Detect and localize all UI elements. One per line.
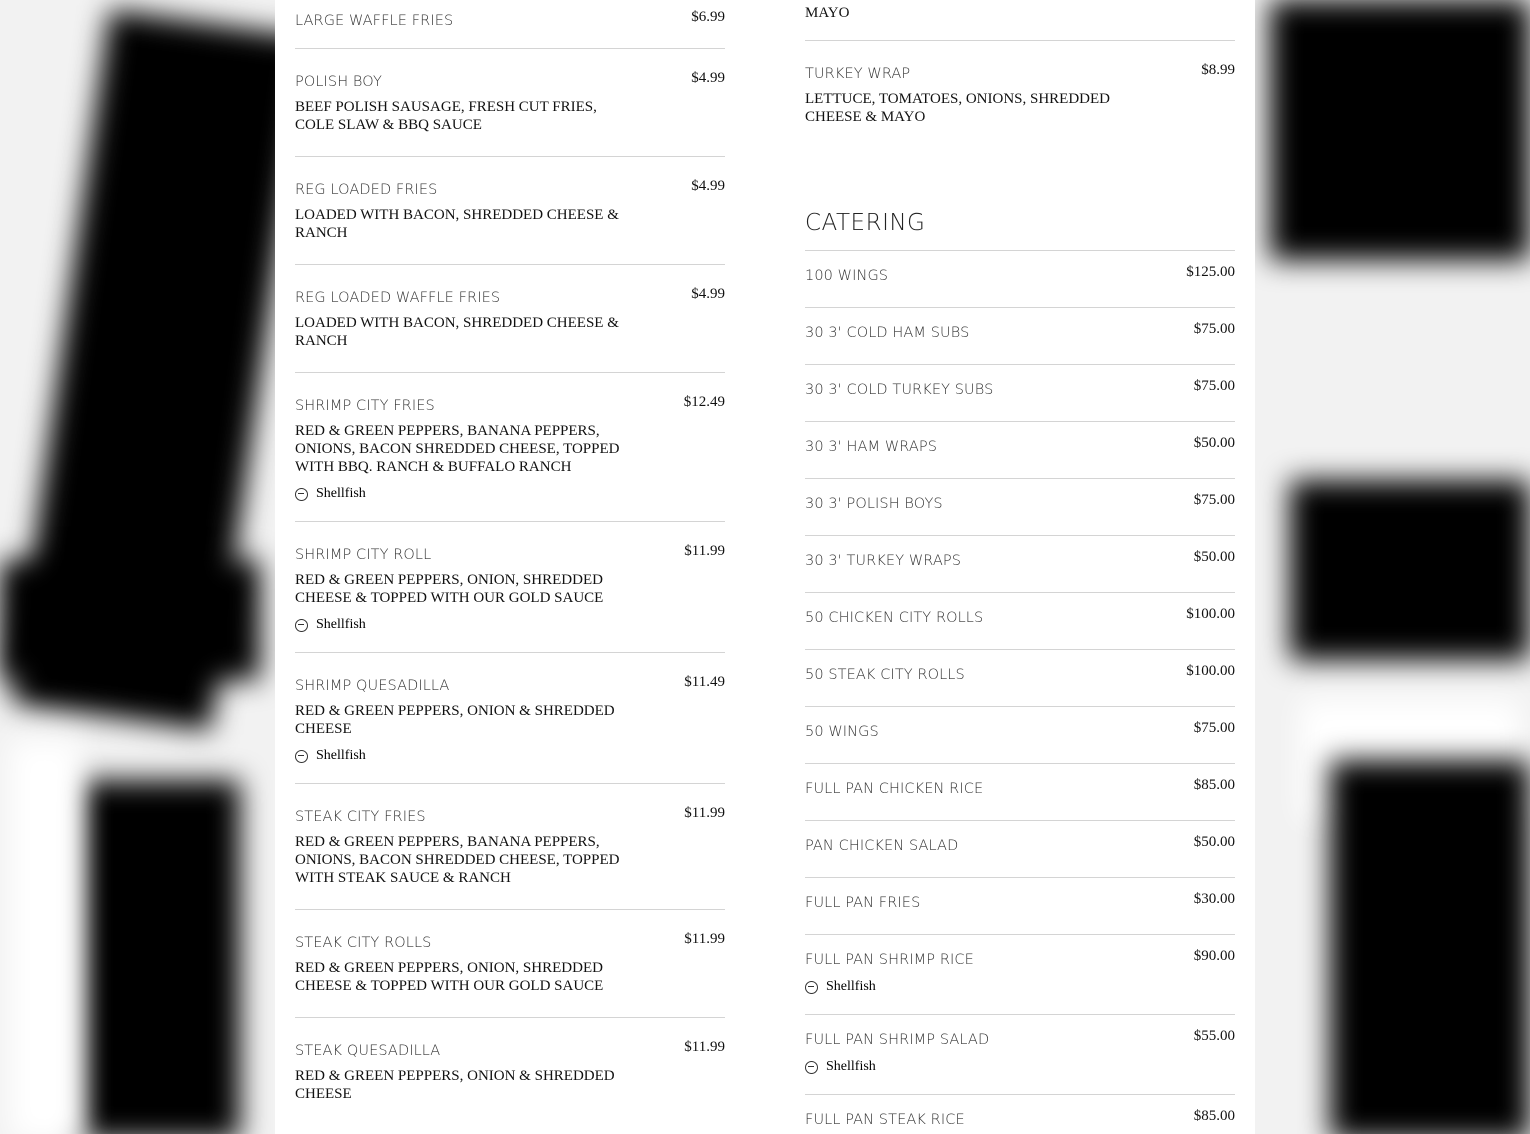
catering-item[interactable] bbox=[805, 935, 1235, 1015]
catering-item[interactable] bbox=[805, 308, 1235, 365]
item-price: $100.00 bbox=[1186, 606, 1235, 622]
item-name: FULL PAN SHRIMP RICE bbox=[805, 952, 974, 968]
item-name: 30 3' POLISH BOYS bbox=[805, 496, 943, 512]
item-description: LOADED WITH BACON, SHREDDED CHEESE & RANCH bbox=[295, 207, 619, 241]
menu-item[interactable] bbox=[295, 373, 725, 522]
item-price: $11.49 bbox=[684, 674, 725, 690]
allergen-tag bbox=[805, 978, 1235, 996]
menu-item[interactable] bbox=[295, 49, 725, 157]
item-name: TURKEY WRAP bbox=[805, 66, 911, 82]
item-price: $50.00 bbox=[1193, 834, 1235, 850]
item-name: 30 3' TURKEY WRAPS bbox=[805, 553, 962, 569]
item-price: $125.00 bbox=[1186, 264, 1235, 280]
catering-item[interactable] bbox=[805, 707, 1235, 764]
item-price: $11.99 bbox=[684, 805, 725, 821]
menu-item[interactable] bbox=[295, 265, 725, 373]
catering-item[interactable] bbox=[805, 251, 1235, 308]
item-price: $12.49 bbox=[683, 394, 725, 410]
catering-item[interactable] bbox=[805, 365, 1235, 422]
item-price: $6.99 bbox=[691, 9, 725, 25]
item-description: RED & GREEN PEPPERS, BANANA PEPPERS, ONIONS, BACON SHREDDED CHEESE, TOPPED WITH STEAK SAUCE & RANCH bbox=[295, 834, 620, 886]
allergen-label: Shellfish bbox=[826, 979, 876, 994]
catering-item[interactable] bbox=[805, 650, 1235, 707]
menu-item[interactable] bbox=[295, 1018, 725, 1125]
menu-item[interactable] bbox=[805, 41, 1235, 126]
item-name: 30 3' COLD HAM SUBS bbox=[805, 325, 970, 341]
shellfish-icon bbox=[295, 619, 308, 632]
menu-item[interactable] bbox=[295, 0, 725, 49]
item-price: $30.00 bbox=[1193, 891, 1235, 907]
allergen-tag bbox=[295, 616, 725, 634]
item-description: LOADED WITH BACON, SHREDDED CHEESE & RANCH bbox=[295, 315, 619, 349]
item-name: SHRIMP QUESADILLA bbox=[295, 678, 450, 694]
catering-item[interactable] bbox=[805, 479, 1235, 536]
menu-item[interactable] bbox=[295, 653, 725, 784]
item-name: SHRIMP CITY ROLL bbox=[295, 547, 432, 563]
item-price: $4.99 bbox=[691, 286, 725, 302]
menu-column-left bbox=[295, 0, 725, 1125]
allergen-tag bbox=[295, 747, 725, 765]
item-name: REG LOADED WAFFLE FRIES bbox=[295, 290, 501, 306]
item-name: FULL PAN STEAK RICE bbox=[805, 1112, 965, 1128]
item-price: $55.00 bbox=[1193, 1028, 1235, 1044]
menu-item[interactable] bbox=[295, 522, 725, 653]
shellfish-icon bbox=[295, 750, 308, 763]
section-title-catering: CATERING bbox=[805, 210, 1235, 251]
item-price: $11.99 bbox=[684, 543, 725, 559]
item-price: $4.99 bbox=[691, 70, 725, 86]
allergen-label: Shellfish bbox=[316, 617, 366, 632]
shellfish-icon bbox=[805, 1061, 818, 1074]
catering-item[interactable] bbox=[805, 821, 1235, 878]
allergen-label: Shellfish bbox=[316, 486, 366, 501]
item-name: STEAK CITY FRIES bbox=[295, 809, 426, 825]
menu-column-right bbox=[805, 0, 1235, 1134]
item-description: RED & GREEN PEPPERS, BANANA PEPPERS, ONIONS, BACON SHREDDED CHEESE, TOPPED WITH BBQ. RANCH & BUFFALO RANCH bbox=[295, 423, 620, 475]
item-price: $100.00 bbox=[1186, 663, 1235, 679]
item-price: $11.99 bbox=[684, 931, 725, 947]
menu-item[interactable] bbox=[295, 157, 725, 265]
catering-item[interactable] bbox=[805, 422, 1235, 479]
item-price: $75.00 bbox=[1193, 492, 1235, 508]
item-name: 30 3' COLD TURKEY SUBS bbox=[805, 382, 994, 398]
item-price: $75.00 bbox=[1193, 720, 1235, 736]
catering-item[interactable] bbox=[805, 1015, 1235, 1095]
catering-item[interactable] bbox=[805, 1095, 1235, 1134]
item-price: $85.00 bbox=[1193, 777, 1235, 793]
item-name: FULL PAN CHICKEN RICE bbox=[805, 781, 984, 797]
item-description: LETTUCE, TOMATOES, ONIONS, SHREDDED CHEESE & MAYO bbox=[805, 91, 1111, 125]
item-price: $50.00 bbox=[1193, 435, 1235, 451]
item-name: FULL PAN FRIES bbox=[805, 895, 921, 911]
item-name: 100 WINGS bbox=[805, 268, 889, 284]
item-name: 30 3' HAM WRAPS bbox=[805, 439, 938, 455]
item-price: $50.00 bbox=[1193, 549, 1235, 565]
catering-item[interactable] bbox=[805, 764, 1235, 821]
item-name: SHRIMP CITY FRIES bbox=[295, 398, 435, 414]
item-name: STEAK QUESADILLA bbox=[295, 1043, 441, 1059]
item-name: PAN CHICKEN SALAD bbox=[805, 838, 959, 854]
catering-item[interactable] bbox=[805, 536, 1235, 593]
item-price: $8.99 bbox=[1201, 62, 1235, 78]
catering-item[interactable] bbox=[805, 593, 1235, 650]
item-name: REG LOADED FRIES bbox=[295, 182, 438, 198]
item-description: RED & GREEN PEPPERS, ONION & SHREDDED CHEESE bbox=[295, 1068, 615, 1102]
item-description: BEEF POLISH SAUSAGE, FRESH CUT FRIES, COLE SLAW & BBQ SAUCE bbox=[295, 99, 597, 133]
item-description: RED & GREEN PEPPERS, ONION & SHREDDED CHEESE bbox=[295, 703, 615, 737]
item-name: FULL PAN SHRIMP SALAD bbox=[805, 1032, 990, 1048]
menu-panel bbox=[275, 0, 1255, 1134]
item-price: $4.99 bbox=[691, 178, 725, 194]
item-price: $11.99 bbox=[684, 1039, 725, 1055]
menu-item[interactable] bbox=[295, 784, 725, 910]
allergen-tag bbox=[805, 1058, 1235, 1076]
allergen-label: Shellfish bbox=[316, 748, 366, 763]
catering-list bbox=[805, 251, 1235, 1134]
item-name: 50 WINGS bbox=[805, 724, 879, 740]
menu-item-partial[interactable] bbox=[805, 4, 1235, 41]
item-description: RED & GREEN PEPPERS, ONION, SHREDDED CHEESE & TOPPED WITH OUR GOLD SAUCE bbox=[295, 960, 604, 994]
allergen-tag bbox=[295, 485, 725, 503]
allergen-label: Shellfish bbox=[826, 1059, 876, 1074]
shellfish-icon bbox=[805, 981, 818, 994]
item-description: MAYO bbox=[805, 5, 850, 21]
shellfish-icon bbox=[295, 488, 308, 501]
item-price: $90.00 bbox=[1193, 948, 1235, 964]
item-name: POLISH BOY bbox=[295, 74, 382, 90]
item-price: $75.00 bbox=[1193, 321, 1235, 337]
item-name: LARGE WAFFLE FRIES bbox=[295, 13, 454, 29]
catering-item[interactable] bbox=[805, 878, 1235, 935]
menu-item[interactable] bbox=[295, 910, 725, 1018]
item-price: $85.00 bbox=[1193, 1108, 1235, 1124]
item-name: 50 CHICKEN CITY ROLLS bbox=[805, 610, 984, 626]
item-name: 50 STEAK CITY ROLLS bbox=[805, 667, 965, 683]
item-description: RED & GREEN PEPPERS, ONION, SHREDDED CHEESE & TOPPED WITH OUR GOLD SAUCE bbox=[295, 572, 604, 606]
item-price: $75.00 bbox=[1193, 378, 1235, 394]
item-name: STEAK CITY ROLLS bbox=[295, 935, 432, 951]
